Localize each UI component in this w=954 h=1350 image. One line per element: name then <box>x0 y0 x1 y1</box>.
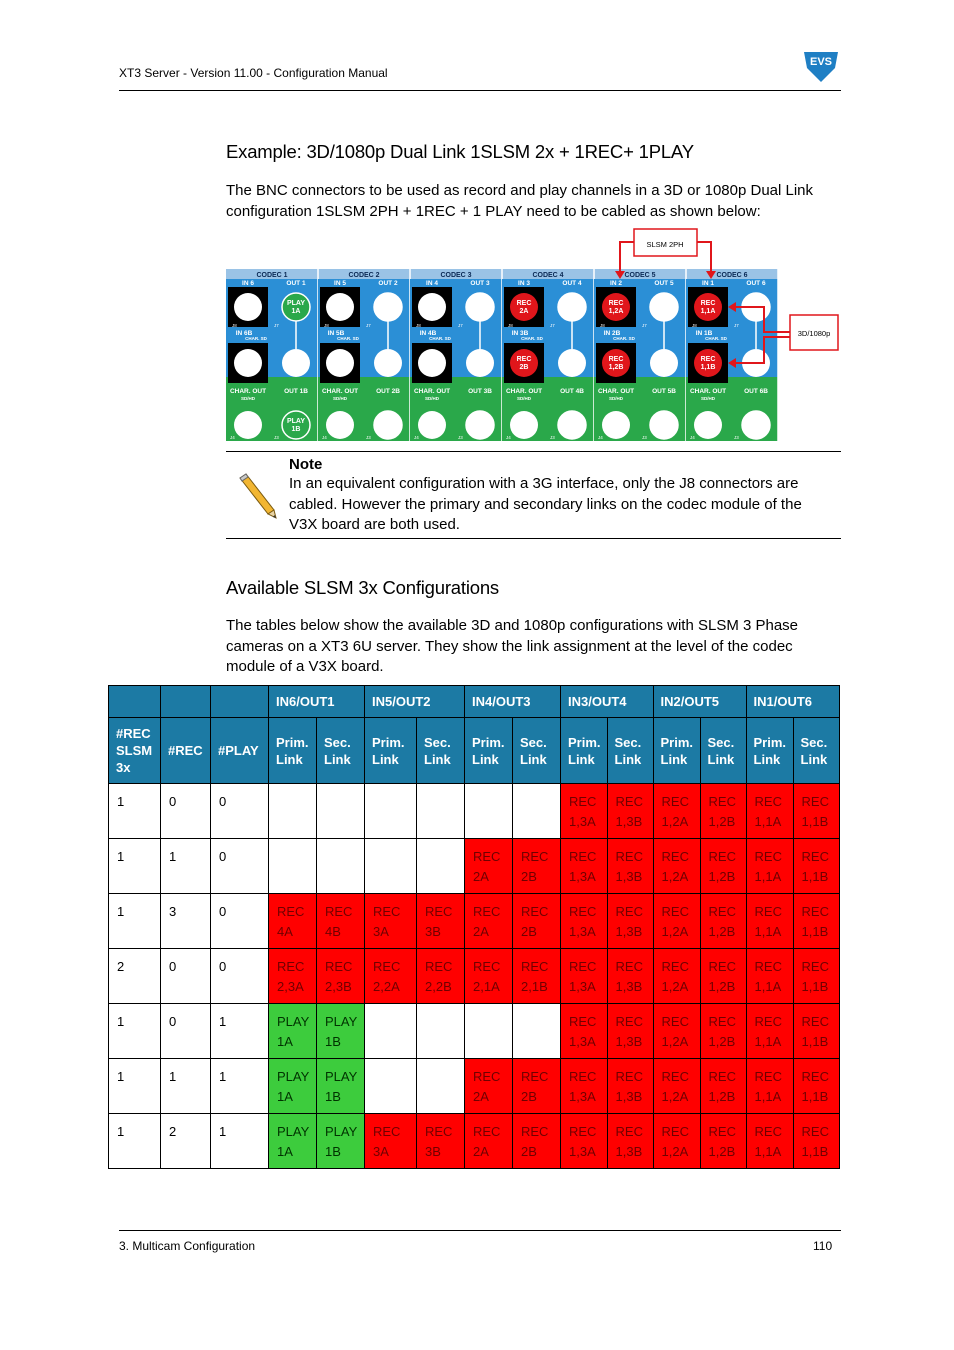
char-out-label: CHAR. OUT <box>597 388 635 395</box>
group-header: IN5/OUT2 <box>365 686 465 718</box>
jack-label: J4 <box>690 435 695 440</box>
sec-link-header: Sec. Link <box>793 718 839 784</box>
rec-link-cell: REC 2,2B <box>417 949 465 1004</box>
rec-link-cell: REC 1,3B <box>607 1059 653 1114</box>
jack-label: J4 <box>322 435 327 440</box>
jack-label: J3 <box>550 435 555 440</box>
group-header: IN6/OUT1 <box>269 686 365 718</box>
table-row <box>109 1059 840 1114</box>
jack-label: J3 <box>734 435 739 440</box>
rec-link-cell: REC 1,2A <box>653 839 700 894</box>
play-link-cell: PLAY 1A <box>269 1059 317 1114</box>
rec-connector-label <box>609 356 624 371</box>
count-cell: 1 <box>109 1114 161 1169</box>
rec-link-cell: REC 1,3B <box>607 784 653 839</box>
rec-link-cell: REC 2A <box>465 839 513 894</box>
note-title: Note <box>289 456 323 473</box>
section-heading-example: Example: 3D/1080p Dual Link 1SLSM 2x + 1REC+ 1PLAY <box>226 141 694 162</box>
note-top-rule <box>226 451 841 452</box>
play-link-cell: PLAY 1A <box>269 1114 317 1169</box>
rec-link-cell: REC 1,1B <box>793 1114 839 1169</box>
rec-link-cell: REC 1,3B <box>607 949 653 1004</box>
rec-link-cell: REC 1,2B <box>700 894 746 949</box>
rec-connector <box>510 349 538 377</box>
document-header-title: XT3 Server - Version 11.00 - Configuration Manual <box>119 66 388 80</box>
rec-link-cell: REC 1,2A <box>653 1004 700 1059</box>
jack-label: J8 <box>232 323 237 328</box>
row-header-label: #REC <box>161 718 211 784</box>
sec-link-header: Sec. Link <box>607 718 653 784</box>
codec-out-bottom-label: OUT 4B <box>560 388 584 395</box>
pencil-note-icon <box>232 472 278 520</box>
rec-link-cell: REC 1,3B <box>607 839 653 894</box>
rec-link-cell: REC 2,2A <box>365 949 417 1004</box>
bnc-connector <box>374 411 402 439</box>
codec-out-label: OUT 5 <box>654 280 674 287</box>
jack-label: J8 <box>508 323 513 328</box>
bnc-connector <box>466 411 494 439</box>
rec-link-cell: REC 1,1A <box>746 1059 793 1114</box>
footer-rule <box>119 1230 841 1231</box>
group-header: IN3/OUT4 <box>561 686 654 718</box>
rec-connector <box>694 349 722 377</box>
empty-link-cell <box>365 1004 417 1059</box>
callout-label-slsm: SLSM 2PH <box>646 240 684 249</box>
connector-label-line: 1,1B <box>700 364 716 371</box>
codec-out-label: OUT 3 <box>470 280 490 287</box>
count-cell: 1 <box>109 1004 161 1059</box>
rec-connector-label <box>701 300 716 315</box>
table-row <box>109 894 840 949</box>
count-cell: 0 <box>161 949 211 1004</box>
play-link-cell: PLAY 1B <box>317 1004 365 1059</box>
connector-label-line: PLAY <box>286 418 306 425</box>
jack-label: J3 <box>458 435 463 440</box>
rec-link-cell: REC 1,1B <box>793 949 839 1004</box>
bnc-connector <box>282 349 310 377</box>
rec-link-cell: REC 1,2B <box>700 784 746 839</box>
rec-connector <box>510 293 538 321</box>
jack-label: J7 <box>274 323 279 328</box>
rec-link-cell: REC 1,1A <box>746 949 793 1004</box>
empty-link-cell <box>365 784 417 839</box>
jack-label: J3 <box>366 435 371 440</box>
rec-link-cell: REC 1,1A <box>746 784 793 839</box>
codec-cabling-diagram <box>224 227 844 445</box>
connector-label-line: REC <box>700 300 716 307</box>
prim-link-header: Prim. Link <box>365 718 417 784</box>
char-sd-label: CHAR. SD <box>429 336 451 341</box>
rec-link-cell: REC 2B <box>513 1114 561 1169</box>
empty-link-cell <box>465 784 513 839</box>
rec-link-cell: REC 1,3A <box>561 839 608 894</box>
header-blank-cell <box>109 686 161 718</box>
sec-link-header: Sec. Link <box>417 718 465 784</box>
codec-name: CODEC 4 <box>532 272 564 279</box>
rec-link-cell: REC 2B <box>513 894 561 949</box>
codec-out-label: OUT 2 <box>378 280 398 287</box>
connector-label-line: REC <box>608 356 624 363</box>
codec-in-label: IN 1 <box>702 280 714 287</box>
codec-in-label: IN 6 <box>242 280 254 287</box>
codec-out-label: OUT 6 <box>746 280 766 287</box>
bnc-connector <box>650 293 678 321</box>
empty-link-cell <box>317 784 365 839</box>
codec-out-bottom-label: OUT 5B <box>652 388 676 395</box>
codec-out-label: OUT 1 <box>286 280 306 287</box>
sdhd-label: SD/HD <box>516 396 532 401</box>
rec-link-cell: REC 1,2B <box>700 949 746 1004</box>
codec-name: CODEC 5 <box>624 272 656 279</box>
count-cell: 1 <box>161 839 211 894</box>
count-cell: 3 <box>161 894 211 949</box>
codec-in-mid-label: IN 6B <box>235 330 253 337</box>
rec-link-cell: REC 1,1B <box>793 894 839 949</box>
rec-link-cell: REC 1,2A <box>653 1059 700 1114</box>
rec-link-cell: REC 2,3A <box>269 949 317 1004</box>
rec-link-cell: REC 2,1B <box>513 949 561 1004</box>
jack-label: J7 <box>366 323 371 328</box>
rec-link-cell: REC 1,3B <box>607 1004 653 1059</box>
table-row <box>109 1114 840 1169</box>
footer-section: 3. Multicam Configuration <box>119 1239 256 1253</box>
jack-label: J4 <box>414 435 419 440</box>
codec-name: CODEC 6 <box>716 272 748 279</box>
slsm-config-table <box>108 685 840 1169</box>
play-link-cell: PLAY 1B <box>317 1059 365 1114</box>
connector-label-line: 2B <box>519 364 529 371</box>
connector-label-line: PLAY <box>286 300 306 307</box>
rec-link-cell: REC 1,2B <box>700 839 746 894</box>
rec-link-cell: REC 2A <box>465 1059 513 1114</box>
count-cell: 0 <box>211 784 269 839</box>
jack-label: J7 <box>642 323 647 328</box>
header-rule <box>119 90 841 91</box>
rec-link-cell: REC 1,1A <box>746 894 793 949</box>
empty-link-cell <box>365 1059 417 1114</box>
empty-link-cell <box>417 784 465 839</box>
char-sd-label: CHAR. SD <box>613 336 635 341</box>
empty-link-cell <box>417 1004 465 1059</box>
play-connector <box>282 411 310 439</box>
empty-link-cell <box>513 784 561 839</box>
rec-link-cell: REC 1,3A <box>561 784 608 839</box>
prim-link-header: Prim. Link <box>269 718 317 784</box>
bnc-connector <box>602 411 630 439</box>
rec-link-cell: REC 1,3A <box>561 1114 608 1169</box>
char-out-label: CHAR. OUT <box>505 388 543 395</box>
rec-link-cell: REC 1,2A <box>653 949 700 1004</box>
count-cell: 1 <box>109 894 161 949</box>
group-header: IN1/OUT6 <box>746 686 839 718</box>
prim-link-header: Prim. Link <box>561 718 608 784</box>
sec-link-header: Sec. Link <box>317 718 365 784</box>
prim-link-header: Prim. Link <box>465 718 513 784</box>
count-cell: 2 <box>161 1114 211 1169</box>
count-cell: 0 <box>161 1004 211 1059</box>
bnc-connector <box>466 349 494 377</box>
bnc-connector <box>558 349 586 377</box>
rec-link-cell: REC 1,1A <box>746 1114 793 1169</box>
logo-text: EVS <box>809 56 833 68</box>
rec-link-cell: REC 2B <box>513 839 561 894</box>
row-header-label: #PLAY <box>211 718 269 784</box>
prim-link-header: Prim. Link <box>746 718 793 784</box>
jack-label: J4 <box>598 435 603 440</box>
rec-link-cell: REC 3B <box>417 894 465 949</box>
bnc-connector <box>234 411 262 439</box>
jack-label: J7 <box>458 323 463 328</box>
rec-link-cell: REC 1,3A <box>561 894 608 949</box>
rec-connector <box>602 349 630 377</box>
codec-out-bottom-label: OUT 1B <box>284 388 308 395</box>
rec-link-cell: REC 2,3B <box>317 949 365 1004</box>
section-heading-available: Available SLSM 3x Configurations <box>226 577 499 598</box>
empty-link-cell <box>417 1059 465 1114</box>
rec-link-cell: REC 1,1A <box>746 839 793 894</box>
rec-link-cell: REC 1,3A <box>561 949 608 1004</box>
connector-label-line: 1,1A <box>700 308 716 315</box>
rec-link-cell: REC 3B <box>417 1114 465 1169</box>
rec-link-cell: REC 1,1B <box>793 1004 839 1059</box>
jack-label: J8 <box>324 323 329 328</box>
table-row <box>109 1004 840 1059</box>
rec-link-cell: REC 1,3A <box>561 1004 608 1059</box>
group-header: IN4/OUT3 <box>465 686 561 718</box>
rec-connector-label <box>609 300 624 315</box>
connector-label-line: 1B <box>291 426 301 433</box>
rec-link-cell: REC 1,3B <box>607 894 653 949</box>
count-cell: 0 <box>161 784 211 839</box>
codec-in-label: IN 5 <box>334 280 346 287</box>
codec-in-label: IN 3 <box>518 280 530 287</box>
page-number: 110 <box>813 1239 833 1253</box>
bnc-connector <box>326 293 354 321</box>
count-cell: 1 <box>109 784 161 839</box>
rec-link-cell: REC 1,2B <box>700 1059 746 1114</box>
count-cell: 1 <box>161 1059 211 1114</box>
bnc-connector <box>558 293 586 321</box>
callout-arrow <box>620 242 634 273</box>
jack-label: J4 <box>506 435 511 440</box>
rec-link-cell: REC 1,2A <box>653 894 700 949</box>
empty-link-cell <box>465 1004 513 1059</box>
sdhd-label: SD/HD <box>424 396 440 401</box>
bnc-connector <box>234 293 262 321</box>
codec-in-label: IN 4 <box>426 280 438 287</box>
jack-label: J8 <box>416 323 421 328</box>
char-sd-label: CHAR. SD <box>245 336 267 341</box>
char-sd-label: CHAR. SD <box>521 336 543 341</box>
prim-link-header: Prim. Link <box>653 718 700 784</box>
codec-out-label: OUT 4 <box>562 280 582 287</box>
rec-link-cell: REC 1,3B <box>607 1114 653 1169</box>
table-row <box>109 839 840 894</box>
codec-in-mid-label: IN 1B <box>695 330 713 337</box>
count-cell: 1 <box>109 839 161 894</box>
bnc-connector <box>466 293 494 321</box>
table-row <box>109 784 840 839</box>
connector-label-line: 1,2B <box>608 364 624 371</box>
codec-in-mid-label: IN 3B <box>511 330 529 337</box>
rec-link-cell: REC 3A <box>365 894 417 949</box>
evs-logo <box>804 46 838 82</box>
connector-label-line: REC <box>516 300 532 307</box>
char-out-label: CHAR. OUT <box>321 388 359 395</box>
section-intro-available: The tables below show the available 3D and 1080p configurations with SLSM 3 Phase cameras on a XT3 6U server. They show the link assignment at the level of the codec module of a V3X board. <box>226 617 799 675</box>
jack-label: J3 <box>274 435 279 440</box>
play-link-cell: PLAY 1B <box>317 1114 365 1169</box>
rec-link-cell: REC 1,1B <box>793 1059 839 1114</box>
rec-link-cell: REC 1,1B <box>793 839 839 894</box>
bnc-connector <box>558 411 586 439</box>
connector-label-line: 1A <box>291 308 301 315</box>
bnc-connector <box>326 411 354 439</box>
connector-label-line: REC <box>516 356 532 363</box>
rec-link-cell: REC 1,3A <box>561 1059 608 1114</box>
codec-name: CODEC 1 <box>256 272 288 279</box>
jack-label: J7 <box>734 323 739 328</box>
codec-out-bottom-label: OUT 6B <box>744 388 768 395</box>
codec-name: CODEC 3 <box>440 272 472 279</box>
rec-connector <box>694 293 722 321</box>
jack-label: J7 <box>550 323 555 328</box>
codec-in-mid-label: IN 4B <box>419 330 437 337</box>
bnc-connector <box>510 411 538 439</box>
note-bottom-rule <box>226 538 841 539</box>
bnc-connector <box>418 349 446 377</box>
rec-link-cell: REC 3A <box>365 1114 417 1169</box>
count-cell: 0 <box>211 839 269 894</box>
rec-link-cell: REC 2A <box>465 894 513 949</box>
empty-link-cell <box>417 839 465 894</box>
row-header-label: #REC SLSM 3x <box>109 718 161 784</box>
jack-label: J8 <box>600 323 605 328</box>
play-connector <box>282 293 310 321</box>
count-cell: 0 <box>211 894 269 949</box>
rec-link-cell: REC 1,2A <box>653 784 700 839</box>
note-body: In an equivalent configuration with a 3G interface, only the J8 connectors are cabled. However the primary and secondary links on the codec module of the V3X board are both used. <box>289 475 802 533</box>
jack-label: J8 <box>692 323 697 328</box>
sdhd-label: SD/HD <box>332 396 348 401</box>
char-sd-label: CHAR. SD <box>337 336 359 341</box>
sdhd-label: SD/HD <box>608 396 624 401</box>
count-cell: 2 <box>109 949 161 1004</box>
bnc-connector <box>650 349 678 377</box>
connector-label-line: 2A <box>519 308 529 315</box>
bnc-connector <box>742 411 770 439</box>
rec-link-cell: REC 1,2A <box>653 1114 700 1169</box>
section-intro-example: The BNC connectors to be used as record and play channels in a 3D or 1080p Dual Link configuration 1SLSM 2PH + 1REC + 1 PLAY need to be cabled as shown below: <box>226 182 814 220</box>
bnc-connector <box>418 411 446 439</box>
bnc-connector <box>418 293 446 321</box>
header-blank-cell <box>161 686 211 718</box>
bnc-connector <box>694 411 722 439</box>
sdhd-label: SD/HD <box>700 396 716 401</box>
header-blank-cell <box>211 686 269 718</box>
count-cell: 1 <box>211 1059 269 1114</box>
empty-link-cell <box>269 839 317 894</box>
char-sd-label: CHAR. SD <box>705 336 727 341</box>
rec-link-cell: REC 1,1B <box>793 784 839 839</box>
rec-link-cell: REC 1,1A <box>746 1004 793 1059</box>
connector-label-line: 1,2A <box>608 308 624 315</box>
codec-out-bottom-label: OUT 3B <box>468 388 492 395</box>
rec-link-cell: REC 2,1A <box>465 949 513 1004</box>
jack-label: J4 <box>230 435 235 440</box>
sec-link-header: Sec. Link <box>513 718 561 784</box>
rec-link-cell: REC 1,2B <box>700 1004 746 1059</box>
empty-link-cell <box>513 1004 561 1059</box>
sdhd-label: SD/HD <box>240 396 256 401</box>
rec-connector <box>602 293 630 321</box>
rec-link-cell: REC 2B <box>513 1059 561 1114</box>
callout-label-3d: 3D/1080p <box>797 329 831 338</box>
bnc-connector <box>234 349 262 377</box>
bnc-connector <box>374 293 402 321</box>
rec-link-cell: REC 2A <box>465 1114 513 1169</box>
codec-in-label: IN 2 <box>610 280 622 287</box>
codec-in-mid-label: IN 5B <box>327 330 345 337</box>
count-cell: 1 <box>211 1004 269 1059</box>
count-cell: 1 <box>109 1059 161 1114</box>
rec-link-cell: REC 4A <box>269 894 317 949</box>
empty-link-cell <box>317 839 365 894</box>
rec-link-cell: REC 4B <box>317 894 365 949</box>
codec-in-mid-label: IN 2B <box>603 330 621 337</box>
jack-label: J3 <box>642 435 647 440</box>
table-row <box>109 949 840 1004</box>
rec-connector-label <box>701 356 716 371</box>
bnc-connector <box>326 349 354 377</box>
sec-link-header: Sec. Link <box>700 718 746 784</box>
empty-link-cell <box>365 839 417 894</box>
char-out-label: CHAR. OUT <box>413 388 451 395</box>
codec-out-bottom-label: OUT 2B <box>376 388 400 395</box>
play-link-cell: PLAY 1A <box>269 1004 317 1059</box>
char-out-label: CHAR. OUT <box>689 388 727 395</box>
bnc-connector <box>374 349 402 377</box>
codec-name: CODEC 2 <box>348 272 380 279</box>
connector-label-line: REC <box>608 300 624 307</box>
callout-arrow <box>697 242 711 273</box>
bnc-connector <box>650 411 678 439</box>
connector-label-line: REC <box>700 356 716 363</box>
count-cell: 1 <box>211 1114 269 1169</box>
empty-link-cell <box>269 784 317 839</box>
group-header: IN2/OUT5 <box>653 686 746 718</box>
char-out-label: CHAR. OUT <box>229 388 267 395</box>
rec-link-cell: REC 1,2B <box>700 1114 746 1169</box>
count-cell: 0 <box>211 949 269 1004</box>
